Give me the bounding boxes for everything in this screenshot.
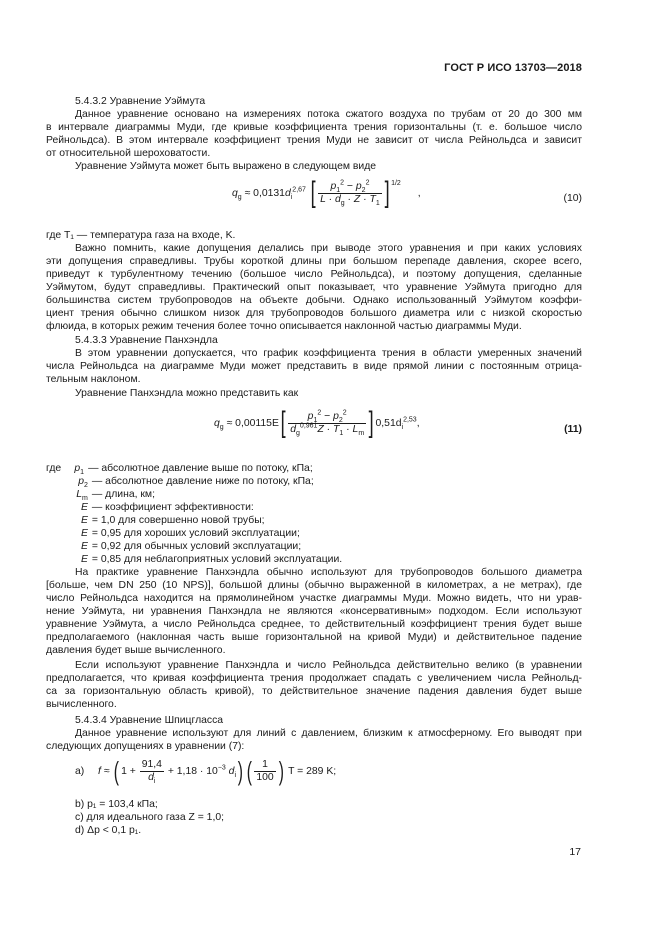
paragraph-line: давления будет выше вычисленного.: [46, 645, 226, 656]
section-title-spitzglass: 5.4.3.4 Уравнение Шпицгласса: [75, 715, 224, 726]
paragraph-line: Важно помнить, какие допущения делались при выводе этого уравнения и при каких условиях: [75, 243, 582, 254]
paragraph-line: Данное уравнение используют для линий с давлением, близким к атмосферному. Его выводят при: [75, 728, 582, 739]
paragraph-line: Рейнольдса). В этом интервале коэффициент трения Муди не зависит от числа Рейнольдса и зависит: [46, 135, 582, 146]
section-title-panhandle: 5.4.3.3 Уравнение Панхэндла: [75, 335, 218, 346]
paragraph-line: от относительной шероховатости.: [46, 148, 211, 159]
paragraph-line: следующих допущениях в уравнении (7):: [46, 741, 245, 752]
equation-number-10: (10): [563, 193, 582, 204]
list-item-b: b) p₁ = 103,4 кПа;: [75, 799, 158, 810]
paragraph-line: предполагается, что кривая коэффициента трения продолжает спадать с увеличением числа Рейнольд-: [46, 673, 582, 684]
left-bracket: [: [310, 176, 316, 209]
paragraph-line: приведут к турбулентному течению (большое число Рейнольдса), и поэтому допущения, сделанные: [46, 269, 582, 280]
definition-row: E — коэффициент эффективности:: [80, 502, 254, 513]
paragraph-line: предполагаемого (наклонная часть выше горизонтальной на кривой Муди) и действительное падение: [46, 632, 582, 643]
paragraph-line: Если используют уравнение Панхэндла и число Рейнольдса действительно велико (в уравнении: [75, 660, 582, 671]
left-bracket: [: [280, 406, 286, 439]
definition-row: $L_m$ — длина, км;: [76, 489, 155, 503]
definition-row: E = 1,0 для совершенно новой трубы;: [80, 515, 265, 526]
paragraph-line: вычисленного.: [46, 699, 117, 710]
paragraph-line: циент трения обычно слишком низок для трубопроводов большого диаметра или с низкой скоростью: [46, 308, 582, 319]
paragraph-line: флюида, в которых режим течения более точно описывается наклонной частью диаграммы Муди.: [46, 321, 522, 332]
fraction: $\frac{p_1^2 - p_2^2}{d_g^{0,961}Z \cdot T_1 \cdot L_m}$: [290, 409, 365, 437]
section-title-weymouth: 5.4.3.2 Уравнение Уэймута: [75, 96, 206, 107]
paragraph-line: Уравнение Уэймута может быть выражено в следующем виде: [75, 161, 377, 172]
paragraph-line: тельным наклоном.: [46, 374, 141, 385]
paragraph-line: большинства систем трубопроводов на объекте добычи. Однако использованный Уэймутом коэффи-: [46, 295, 582, 306]
paragraph-line: в интервале диаграммы Муди, где кривые коэффициента трения горизонтальны (т. е. большое число: [46, 122, 582, 133]
right-bracket: ]: [368, 406, 374, 439]
paragraph-line: са за горизонтальную область кривой), то действительное значение падения давления будет выше: [46, 686, 582, 697]
list-item-c: c) для идеального газа Z = 1,0;: [75, 812, 224, 823]
list-item-d: d) Δp < 0,1 p₁.: [75, 825, 142, 836]
standard-header: ГОСТ Р ИСО 13703—2018: [444, 62, 582, 74]
paragraph-line: На практике уравнение Панхэндла обычно используют для трубопроводов большого диаметра: [75, 567, 582, 578]
paragraph-line: Уравнение Панхэндла можно представить как: [75, 388, 299, 399]
page-number: 17: [569, 846, 581, 858]
equation-10: $q_g \approx 0,0131d_i^{2,67}$ [ $\frac{p_1^2 - p_2^2}{L \cdot d_g \cdot Z \cdot T_1}$ ] $^{1/2}$ ,: [232, 176, 421, 209]
definition-row: E = 0,95 для хороших условий эксплуатации;: [80, 528, 300, 539]
where-temperature: где T₁ — температура газа на входе, K.: [46, 230, 236, 241]
definition-row: E = 0,92 для обычных условий эксплуатации;: [80, 541, 302, 552]
fraction: $\frac{p_1^2 - p_2^2}{L \cdot d_g \cdot Z \cdot T_1}$: [320, 179, 380, 207]
paragraph-line: эти допущения справедливы. Трубы короткой длины при большом перепаде давления, скорее всего,: [46, 256, 582, 267]
paragraph-line: Уэймутом, будут справедливы. Практический опыт показывает, что уравнение Уэймута пригодно для: [46, 282, 582, 293]
definition-row: где $p_1$ — абсолютное давление выше по потоку, кПа;: [46, 463, 313, 477]
equation-11: $q_g \approx 0,00115E$[ $\frac{p_1^2 - p_2^2}{d_g^{0,961}Z \cdot T_1 \cdot L_m}$ ] $0,51d_i^{2,53}$,: [214, 406, 420, 439]
paragraph-line: [больше, чем DN 250 (10 NPS)], большой длины (обычно выраженной в километрах, а не метрах), где: [46, 580, 582, 591]
definition-row: $p_2$ — абсолютное давление ниже по потоку, кПа;: [78, 476, 314, 490]
paragraph-line: Данное уравнение основано на измерениях потока сжатого воздуха по трубам от 20 до 300 мм: [75, 109, 582, 120]
fraction: $\frac{1}{100}$: [256, 758, 274, 783]
paragraph-line: уравнение Уэймута, а число Рейнольдса среднее, то действительный коэффициент трения будет выше: [46, 619, 582, 630]
paragraph-line: число Рейнольдса находится на прямолинейном участке диаграммы Муди. Можно видеть, что ни урав-: [46, 593, 582, 604]
paragraph-line: числа Рейнольдса на диаграмме Муди может представить в виде прямой линии с постоянным отрица-: [46, 361, 582, 372]
paragraph-line: нение Уэймута, ни уравнения Панхэндла не являются «консервативным» подходом. Если используют: [46, 606, 582, 617]
list-item-a: a) f ≈ ( 1 + $\frac{91,4}{d_i}$ + $1,18 \cdot 10^{-3}$ $d_i$) ( $\frac{1}{100}$ ) T = 289 K;: [75, 756, 337, 786]
right-bracket: ]: [384, 176, 390, 209]
fraction: $\frac{91,4}{d_i}$: [141, 758, 162, 785]
paragraph-line: В этом уравнении допускается, что график коэффициента трения в области умеренных значений: [75, 348, 582, 359]
equation-number-11: (11): [564, 424, 582, 435]
definition-row: E = 0,85 для неблагоприятных условий эксплуатации.: [80, 554, 343, 565]
